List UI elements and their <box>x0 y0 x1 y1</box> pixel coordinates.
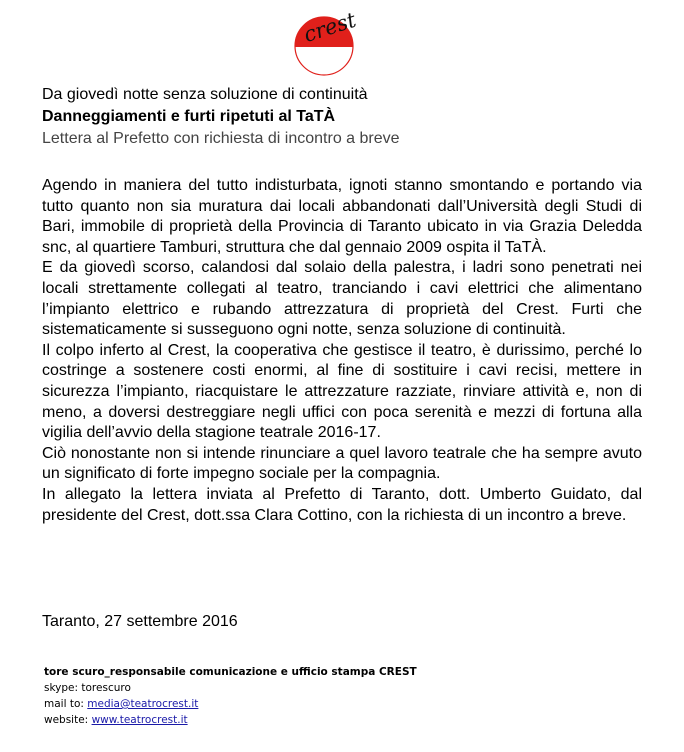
header-title: Danneggiamenti e furti ripetuti al TaTÀ <box>42 108 336 125</box>
press-header <box>42 84 642 150</box>
paragraph: E da giovedì scorso, calandosi dal solaio della palestra, i ladri sono penetrati nei locali strettamente collegati al teatro, tranciando i cavi elettrici che alimentano l’impianto elettrico e rubando attrezzatura di proprietà del Crest. Furti che sistematicamente si susseguono ogni notte, senza soluzione di continuità. <box>42 259 642 339</box>
crest-logo-icon <box>292 6 376 76</box>
website-link[interactable]: www.teatrocrest.it <box>91 714 188 726</box>
website-line <box>44 712 417 728</box>
skype-line: skype: torescuro <box>44 682 131 694</box>
paragraph: In allegato la lettera inviata al Prefetto di Taranto, dott. Umberto Guidato, dal presidente del Crest, dott.ssa Clara Cottino, con la richiesta di un incontro a breve. <box>42 485 642 524</box>
paragraph: Ciò nonostante non si intende rinunciare a quel lavoro teatrale che ha sempre avuto un significato di forte impegno sociale per la compagnia. <box>42 444 642 483</box>
header-subtitle: Lettera al Prefetto con richiesta di incontro a breve <box>42 130 400 147</box>
website-label: website: <box>44 714 92 726</box>
article-body <box>42 176 642 526</box>
date-line: Taranto, 27 settembre 2016 <box>42 613 238 630</box>
crest-logo <box>292 6 376 76</box>
signature: tore scuro_responsabile comunicazione e ufficio stampa CREST <box>44 666 417 678</box>
paragraph: Il colpo inferto al Crest, la cooperativa che gestisce il teatro, è durissimo, perché lo costringe a sostenere costi enormi, al fine di sostituire i cavi recisi, mettere in sicurezza l’impianto, riacquistare le attrezzature razziate, rinviare attività e, non di meno, a doversi destreggiare negli uffici con poca serenità e mezzi di fortuna alla vigilia dell’avvio della stagione teatrale 2016-17. <box>42 341 642 442</box>
mail-link[interactable]: media@teatrocrest.it <box>87 698 199 710</box>
logo-wordmark: crest <box>300 7 359 48</box>
header-kicker: Da giovedì notte senza soluzione di continuità <box>42 86 368 103</box>
mail-line <box>44 696 417 712</box>
contact-footer <box>44 664 417 728</box>
mail-label: mail to: <box>44 698 88 710</box>
paragraph: Agendo in maniera del tutto indisturbata, ignoti stanno smontando e portando via tutto quanto non sia muratura dai locali abbandonati dall’Università degli Studi di Bari, immobile di proprietà della Provincia di Taranto ubicato in via Grazia Deledda snc, al quartiere Tamburi, struttura che dal gennaio 2009 ospita il TaTÀ. <box>42 177 642 256</box>
